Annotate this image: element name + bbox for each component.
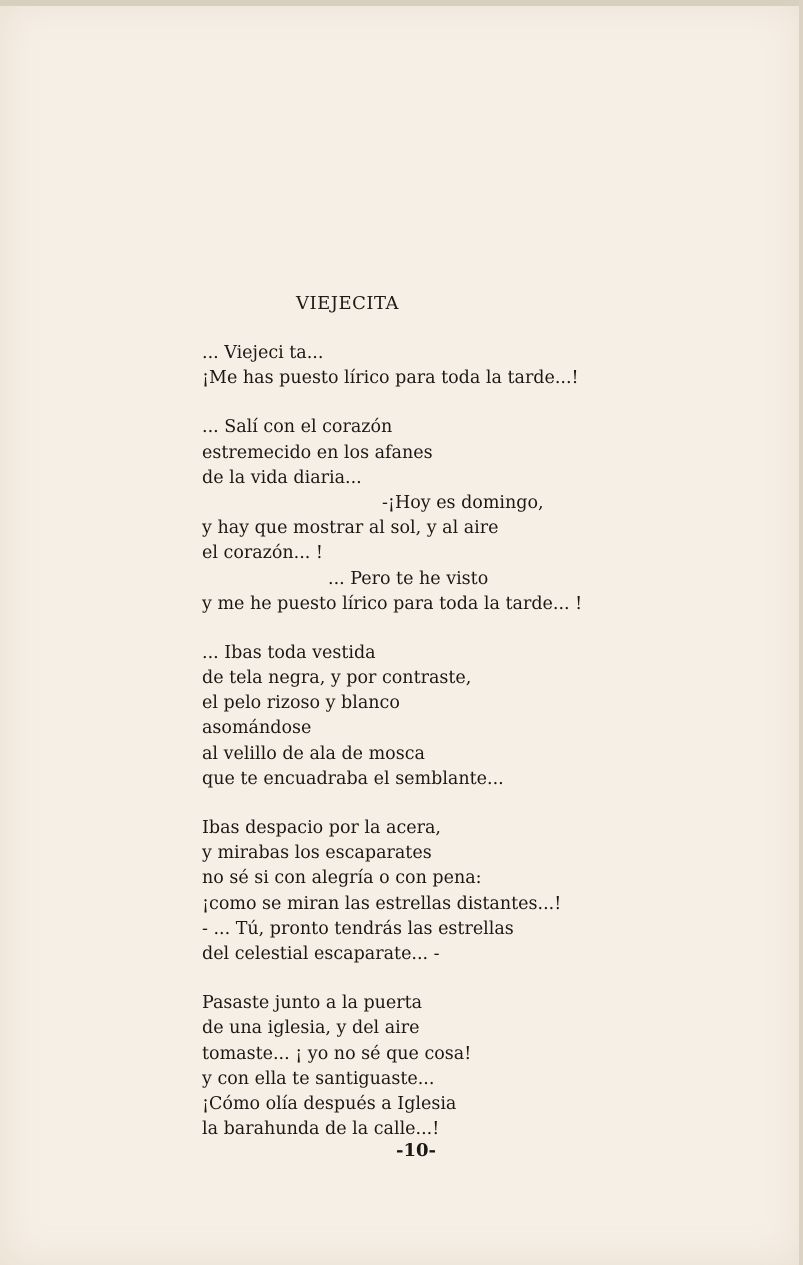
poem-line: el corazón... ! [202,543,323,564]
poem-line: asomándose [202,718,312,739]
poem-line: - ... Tú, pronto tendrás las estrellas [202,918,514,939]
poem-line: de tela negra, y por contraste, [202,668,472,689]
poem-line: tomaste... ¡ yo no sé que cosa! [202,1043,472,1064]
poem-line: no sé si con alegría o con pena: [202,868,482,889]
poem-line: ... Viejeci ta... [202,343,324,363]
poem-line: y mirabas los escaparates [202,843,432,864]
poem-line: Ibas despacio por la acera, [202,818,441,838]
page-number: -10- [396,1140,436,1161]
poem-line: del celestial escaparate... - [202,943,440,964]
poem-line: -¡Hoy es domingo, [382,492,544,513]
poem-line: ... Pero te he visto [328,568,489,589]
poem-title: VIEJECITA [296,293,400,314]
poem-line: estremecido en los afanes [202,442,433,463]
page-top-edge [0,0,803,6]
poem-line: ¡como se miran las estrellas distantes...! [202,893,562,914]
stanza-3 [202,641,722,792]
poem-line: que te encuadraba el semblante... [202,768,504,789]
poem-body [202,341,722,1166]
poem-line: y hay que mostrar al sol, y al aire [202,518,499,539]
poem-line: y con ella te santiguaste... [202,1068,435,1089]
poem-line: y me he puesto lírico para toda la tarde... ! [202,593,583,614]
poem-line: de una iglesia, y del aire [202,1018,420,1039]
poem-line: al velillo de ala de mosca [202,743,425,764]
poem-line: ... Salí con el corazón [202,417,393,438]
stanza-5 [202,991,722,1142]
poem-line: ¡Me has puesto lírico para toda la tarde...! [202,368,579,389]
poem-line: de la vida diaria... [202,467,362,488]
stanza-1 [202,341,722,391]
poem-line: ... Ibas toda vestida [202,642,376,663]
poem-line: Pasaste junto a la puerta [202,993,423,1014]
poem-line: el pelo rizoso y blanco [202,693,400,714]
poem-line: la barahunda de la calle...! [202,1119,440,1140]
stanza-2 [202,415,722,617]
stanza-4 [202,816,722,967]
page-right-edge [799,0,803,1265]
poem-line: ¡Cómo olía después a Iglesia [202,1093,457,1114]
